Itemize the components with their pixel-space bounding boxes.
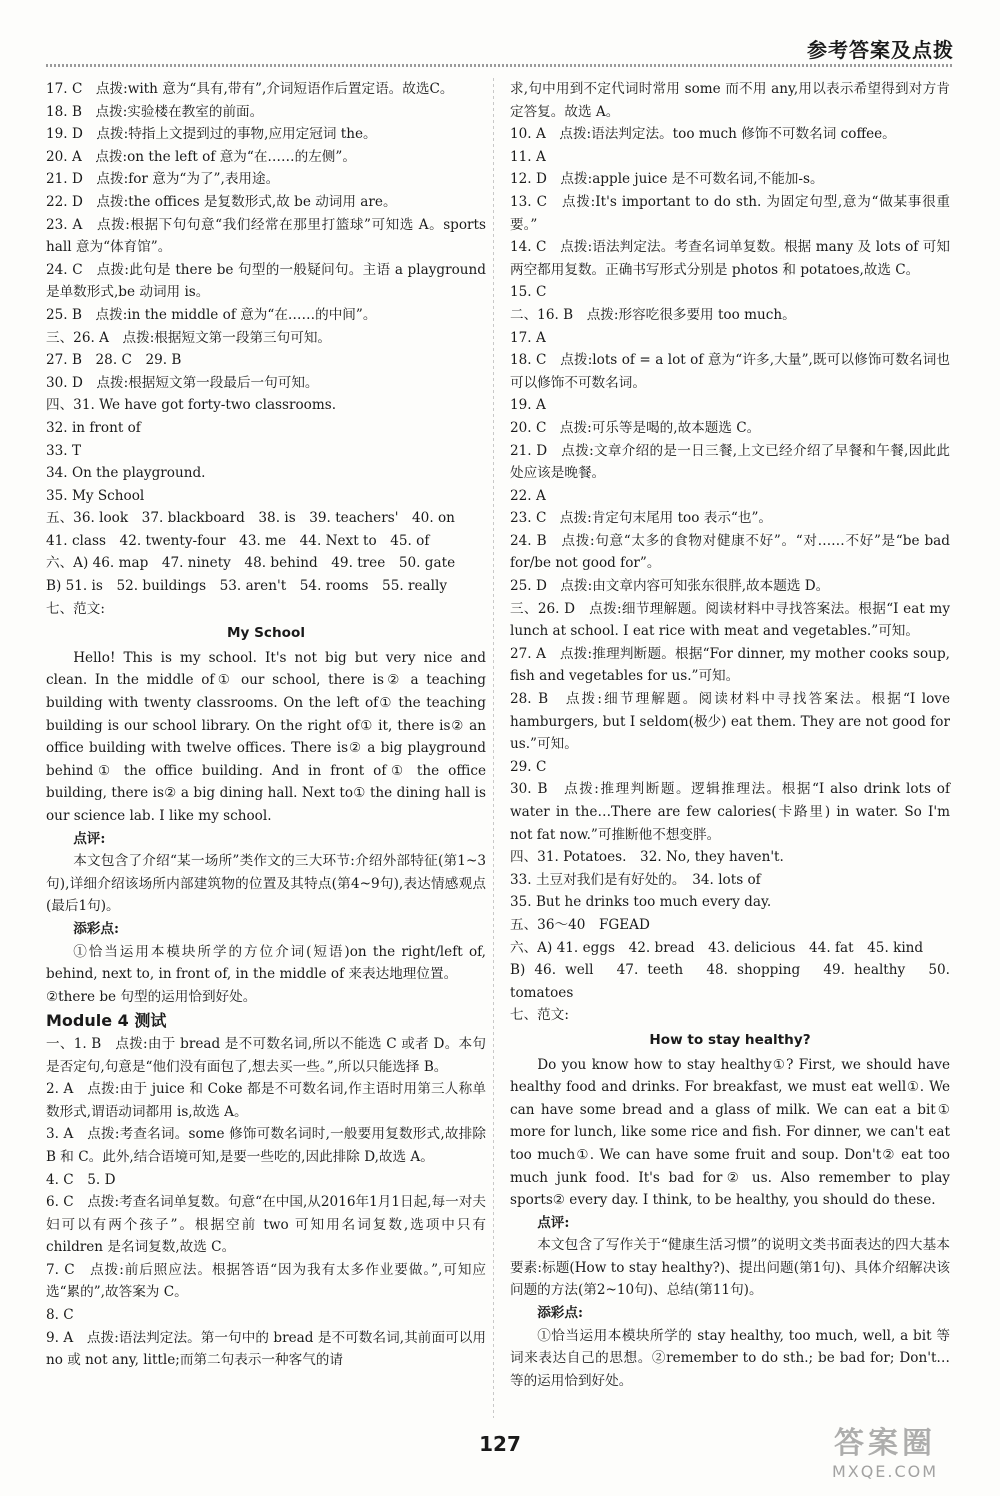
answer-line: 25. D 点拨:由文章内容可知张东很胖,故本题选 D。	[510, 578, 830, 595]
answer-list-right	[510, 78, 950, 1027]
answer-line: 23. A 点拨:根据下句句意“我们经常在那里打篮球”可知选 A。sports hall 意为“体育馆”。	[46, 216, 486, 256]
answer-line: 24. B 点拨:句意“太多的食物对健康不好”。“对……不好”是“be bad for/be not good for”。	[510, 532, 950, 572]
highlight-2: ②there be 句型的运用恰到好处。	[46, 988, 257, 1005]
answer-line: 2. A 点拨:由于 juice 和 Coke 都是不可数名词,作主语时用第三人称单数形式,谓语动词都用 is,故选 A。	[46, 1081, 486, 1120]
answer-line: 3. A 点拨:考查名词。some 修饰可数名词时,一般要用复数形式,故排除 B 和 C。此外,结合语境可知,是要一些吃的,因此排除 D,故选 A。	[46, 1126, 486, 1165]
answer-line: 4. C 5. D	[46, 1171, 116, 1188]
watermark-top: 答案圈	[834, 1426, 936, 1461]
answer-line: 28. B 点拨:细节理解题。阅读材料中寻找答案法。根据“I love hamburgers, but I seldom(极少) eat them. They are not good for us.”可知。	[510, 691, 950, 753]
watermark-bottom: MXQE.COM	[831, 1462, 939, 1481]
answer-line: 五、36～40 FGEAD	[510, 916, 650, 933]
answer-line: 21. D 点拨:for 意为“为了”,表用途。	[46, 171, 280, 188]
answer-line: 五、36. look 37. blackboard 38. is 39. teachers' 40. on	[46, 510, 455, 527]
answer-line: 41. class 42. twenty-four 43. me 44. Next to 45. of	[46, 532, 430, 549]
answer-line: 6. C 点拨:考查名词单复数。句意“在中国,从2016年1月1日起,每一对夫妇可以有两个孩子”。根据空前 two 可知用名词复数,选项中只有 children 是名词复数,故选 C。	[46, 1194, 486, 1256]
left-column	[46, 78, 486, 1372]
answer-line: 22. A	[510, 487, 546, 504]
answer-line: 18. C 点拨:lots of = a lot of 意为“许多,大量”,既可以修饰可数名词也可以修饰不可数名词。	[510, 352, 950, 391]
answer-line: 25. B 点拨:in the middle of 意为“在……的中间”。	[46, 306, 377, 323]
column-divider	[493, 78, 494, 1418]
answer-line: 三、26. D 点拨:细节理解题。阅读材料中寻找答案法。根据“I eat my lunch at school. I eat rice with meat and vegetables.”可知。	[510, 600, 950, 640]
answer-line: 12. D 点拨:apple juice 是不可数名词,不能加-s。	[510, 171, 824, 188]
right-column	[510, 78, 950, 1392]
answer-line: 三、26. A 点拨:根据短文第一段第三句可知。	[46, 329, 332, 346]
essay-body-my-school: Hello! This is my school. It's not big but very nice and clean. In the middle of① our school, there is② a teaching building with twenty classrooms. On the left of① the teaching building is our school library. On the right of① it, there is② an office building with twelve offices. There is② a big playground behind① the office building. And in front of① the office building, there is② a big dining hall. Next to① the dining hall is our science lab. I like my school.	[46, 649, 486, 824]
answer-line: 7. C 点拨:前后照应法。根据答语“因为我有太多作业要做。”,可知应选“累的”,故答案为 C。	[46, 1261, 486, 1301]
answer-line: 20. C 点拨:可乐等是喝的,故本题选 C。	[510, 419, 761, 436]
highlight-label: 添彩点:	[73, 920, 119, 937]
answer-line: 35. My School	[46, 487, 145, 504]
answer-line: 14. C 点拨:语法判定法。考查名词单复数。根据 many 及 lots of 可知两空都用复数。正确书写形式分别是 photos 和 potatoes,故选 C。	[510, 239, 950, 278]
answer-line: 23. C 点拨:肯定句末尾用 too 表示“也”。	[510, 510, 773, 527]
highlight-1: ①恰当运用本模块所学的方位介词(短语)on the right/left of, behind, next to, in front of, in the middle of 来表达地理位置。	[46, 943, 486, 983]
answer-line: 32. in front of	[46, 419, 141, 436]
answer-line: 30. B 点拨:推理判断题。逻辑推理法。根据“I also drink lots of water in the…There are few calories(卡路里) in water. So I'm not fat now.”可推断他不想变胖。	[510, 781, 950, 843]
answer-line: 29. C	[510, 758, 547, 775]
answer-line: 四、31. Potatoes. 32. No, they haven't.	[510, 849, 784, 866]
answer-list-module4	[46, 1033, 486, 1372]
answer-line: 求,句中用到不定代词时常用 some 而不用 any,用以表示希望得到对方肯定答复。故选 A。	[510, 81, 950, 120]
answer-line: B) 46. well 47. teeth 48. shopping 49. healthy 50. tomatoes	[510, 962, 950, 1001]
answer-line: 34. On the playground.	[46, 465, 206, 482]
essay-title-my-school: My School	[227, 625, 305, 642]
comment-label: 点评:	[73, 830, 106, 847]
module-title: Module 4 测试	[46, 1011, 167, 1031]
answer-line: B) 51. is 52. buildings 53. aren't 54. rooms 55. really	[46, 578, 448, 595]
answer-line: 13. C 点拨:It's important to do sth. 为固定句型,意为“做某事很重要。”	[510, 193, 950, 233]
answer-line: 四、31. We have got forty-two classrooms.	[46, 397, 337, 414]
answer-line: 21. D 点拨:文章介绍的是一日三餐,上文已经介绍了早餐和午餐,因此此处应该是晚餐。	[510, 442, 950, 482]
answer-line: 9. A 点拨:语法判定法。第一句中的 bread 是不可数名词,其前面可以用 no 或 not any, little;而第二句表示一种客气的请	[46, 1329, 486, 1369]
answer-line: 27. A 点拨:推理判断题。根据“For dinner, my mother cooks soup, fish and vegetables for us.”可知。	[510, 645, 950, 685]
answer-line: 七、范文:	[510, 1007, 569, 1024]
answer-line: 35. But he drinks too much every day.	[510, 894, 772, 911]
header-title: 参考答案及点拨	[799, 34, 954, 63]
answer-list-module3	[46, 78, 486, 620]
answer-line: 七、范文:	[46, 600, 105, 617]
answer-line: 二、16. B 点拨:形容吃很多要用 too much。	[510, 306, 796, 323]
answer-line: 30. D 点拨:根据短文第一段最后一句可知。	[46, 374, 319, 391]
answer-line: 22. D 点拨:the offices 是复数形式,故 be 动词用 are。	[46, 193, 397, 210]
answer-line: 10. A 点拨:语法判定法。too much 修饰不可数名词 coffee。	[510, 126, 896, 143]
comment-text-2: 本文包含了写作关于“健康生活习惯”的说明文类书面表达的四大基本要素:标题(How to stay healthy?)、提出问题(第1句)、具体介绍解决该问题的方法(第2~10句)、总结(第11句)。	[510, 1237, 950, 1299]
answer-line: 18. B 点拨:实验楼在教室的前面。	[46, 103, 264, 120]
essay-title-healthy: How to stay healthy?	[649, 1031, 811, 1048]
answer-line: 33. T	[46, 442, 82, 459]
answer-line: 六、A) 41. eggs 42. bread 43. delicious 44. fat 45. kind	[510, 939, 924, 956]
answer-line: 11. A	[510, 148, 546, 165]
answer-line: 8. C	[46, 1307, 74, 1324]
answer-line: 27. B 28. C 29. B	[46, 352, 182, 369]
answer-line: 19. A	[510, 397, 546, 414]
comment-text: 本文包含了介绍“某一场所”类作文的三大环节:介绍外部特征(第1~3句),详细介绍该场所内部建筑物的位置及其特点(第4~9句),表达情感观点(最后1句)。	[46, 853, 486, 915]
watermark-logo	[810, 1418, 960, 1488]
highlight-label-2: 添彩点:	[537, 1305, 583, 1322]
answer-line: 33. 土豆对我们是有好处的。 34. lots of	[510, 871, 761, 888]
header-rule	[46, 64, 954, 67]
answer-line: 六、A) 46. map 47. ninety 48. behind 49. tree 50. gate	[46, 555, 456, 572]
answer-line: 一、1. B 点拨:由于 bread 是不可数名词,所以不能选 C 或者 D。本句是否定句,句意是“他们没有面包了,想去买一些。”,所以只能选择 B。	[46, 1035, 486, 1075]
comment-label-2: 点评:	[537, 1214, 570, 1231]
answer-line: 19. D 点拨:特指上文提到过的事物,应用定冠词 the。	[46, 126, 377, 143]
answer-line: 24. C 点拨:此句是 there be 句型的一般疑问句。主语 a playground 是单数形式,be 动词用 is。	[46, 261, 486, 301]
highlight-text-2: ①恰当运用本模块所学的 stay healthy, too much, well, a bit 等词来表达自己的思想。②remember to do sth.; be bad for; Don't…等的运用恰到好处。	[510, 1327, 950, 1389]
answer-line: 17. A	[510, 329, 546, 346]
answer-line: 17. C 点拨:with 意为“具有,带有”,介词短语作后置定语。故选C。	[46, 81, 454, 97]
answer-line: 20. A 点拨:on the left of 意为“在……的左侧”。	[46, 148, 356, 165]
page-header	[46, 34, 954, 74]
essay-body-healthy: Do you know how to stay healthy①? First, we should have healthy food and drinks. For breakfast, we must eat well①. We can have some bread and a glass of milk. We can eat a bit① more for lunch, like some rice and fish. For dinner, we can't eat too much①. We can have some fruit and soup. Don't② eat too much junk food. It's bad for② us. Also remember to play sports② every day. I think, to be healthy, you should do these.	[510, 1056, 950, 1209]
answer-line: 15. C	[510, 284, 547, 301]
page-number: 127	[479, 1432, 521, 1456]
